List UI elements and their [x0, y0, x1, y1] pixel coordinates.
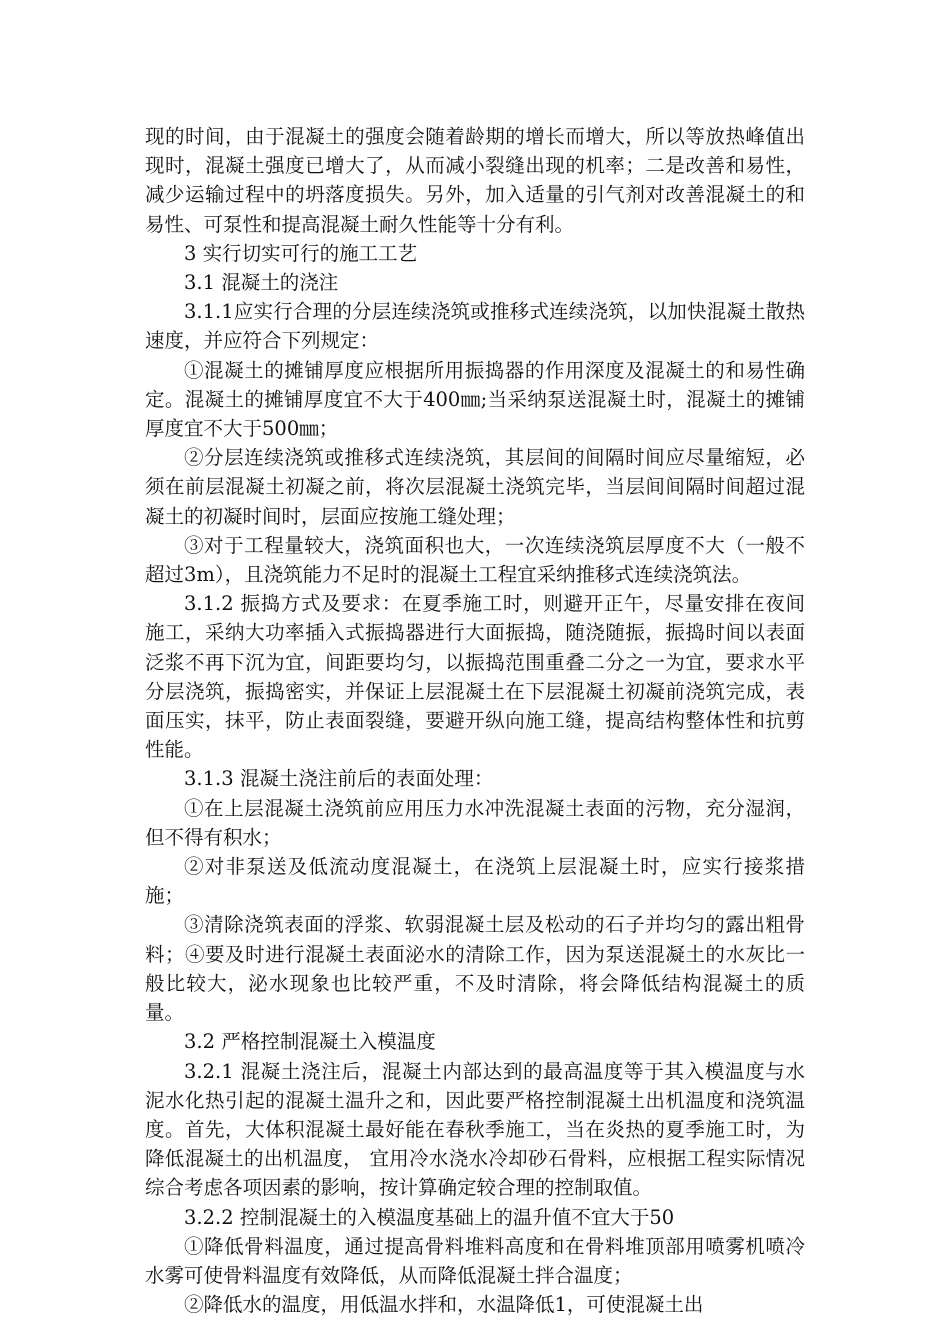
- paragraph: 3.1.2 振捣方式及要求：在夏季施工时，则避开正午，尽量安排在夜间施工，采纳大功率插入式振捣器进行大面振捣，随浇随振，振捣时间以表面泛浆不再下沉为宜，间距要均匀，以振捣范围重叠二分之一为宜，要求水平分层浇筑，振捣密实，并保证上层混凝土在下层混凝土初凝前浇筑完成，表面压实，抹平，防止表面裂缝，要避开纵向施工缝，提高结构整体性和抗剪性能。: [145, 592, 805, 762]
- section-heading: 3 实行切实可行的施工工艺: [184, 241, 418, 265]
- list-item: ②分层连续浇筑或推移式连续浇筑，其层间的间隔时间应尽量缩短，必须在前层混凝土初凝之前，将次层混凝土浇筑完毕，当层间间隔时间超过混凝土的初凝时间时，层面应按施工缝处理；: [145, 446, 805, 528]
- list-item: ②降低水的温度，用低温水拌和，水温降低1，可使混凝土出: [184, 1293, 704, 1317]
- list-item: ①在上层混凝土浇筑前应用压力水冲洗混凝土表面的污物，充分湿润，但不得有积水；: [145, 796, 805, 849]
- document-body: [145, 122, 805, 1319]
- list-item: ①降低骨料温度，通过提高骨料堆料高度和在骨料堆顶部用喷雾机喷冷水雾可使骨料温度有效降低，从而降低混凝土拌合温度；: [145, 1234, 805, 1287]
- paragraph: 3.1.3 混凝土浇注前后的表面处理：: [184, 767, 494, 791]
- list-item: ①混凝土的摊铺厚度应根据所用振捣器的作用深度及混凝土的和易性确定。混凝土的摊铺厚度宜不大于400㎜;当采纳泵送混凝土时，混凝土的摊铺厚度宜不大于500㎜；: [145, 358, 805, 441]
- paragraph: 3.1.1应实行合理的分层连续浇筑或推移式连续浇筑，以加快混凝土散热速度，并应符合下列规定：: [145, 300, 805, 353]
- paragraph: 现的时间，由于混凝土的强度会随着龄期的增长而增大，所以等放热峰值出现时，混凝土强度已增大了，从而减小裂缝出现的机率；二是改善和易性，减少运输过程中的坍落度损失。另外，加入适量的引气剂对改善混凝土的和易性、可泵性和提高混凝土耐久性能等十分有利。: [145, 125, 805, 236]
- list-item: ③对于工程量较大，浇筑面积也大，一次连续浇筑层厚度不大（一般不超过3m），且浇筑能力不足时的混凝土工程宜采纳推移式连续浇筑法。: [145, 533, 805, 587]
- list-item: ③清除浇筑表面的浮浆、软弱混凝土层及松动的石子并均匀的露出粗骨料；④要及时进行混凝土表面泌水的清除工作，因为泵送混凝土的水灰比一般比较大，泌水现象也比较严重，不及时清除，将会降低结构混凝土的质量。: [145, 913, 805, 1025]
- subsection-heading: 3.1 混凝土的浇注: [184, 271, 339, 295]
- paragraph: 3.2.1 混凝土浇注后，混凝土内部达到的最高温度等于其入模温度与水泥水化热引起的混凝土温升之和，因此要严格控制混凝土出机温度和浇筑温度。首先，大体积混凝土最好能在春秋季施工，当在炎热的夏季施工时，为降低混凝土的出机温度， 宜用冷水浇水冷却砂石骨料，应根据工程实际情况综合考虑各项因素的影响，按计算确定较合理的控制取值。: [145, 1059, 805, 1200]
- paragraph: 3.2.2 控制混凝土的入模温度基础上的温升值不宜大于50: [184, 1205, 675, 1229]
- subsection-heading: 3.2 严格控制混凝土入模温度: [184, 1030, 436, 1054]
- list-item: ②对非泵送及低流动度混凝土，在浇筑上层混凝土时，应实行接浆措施；: [145, 855, 805, 908]
